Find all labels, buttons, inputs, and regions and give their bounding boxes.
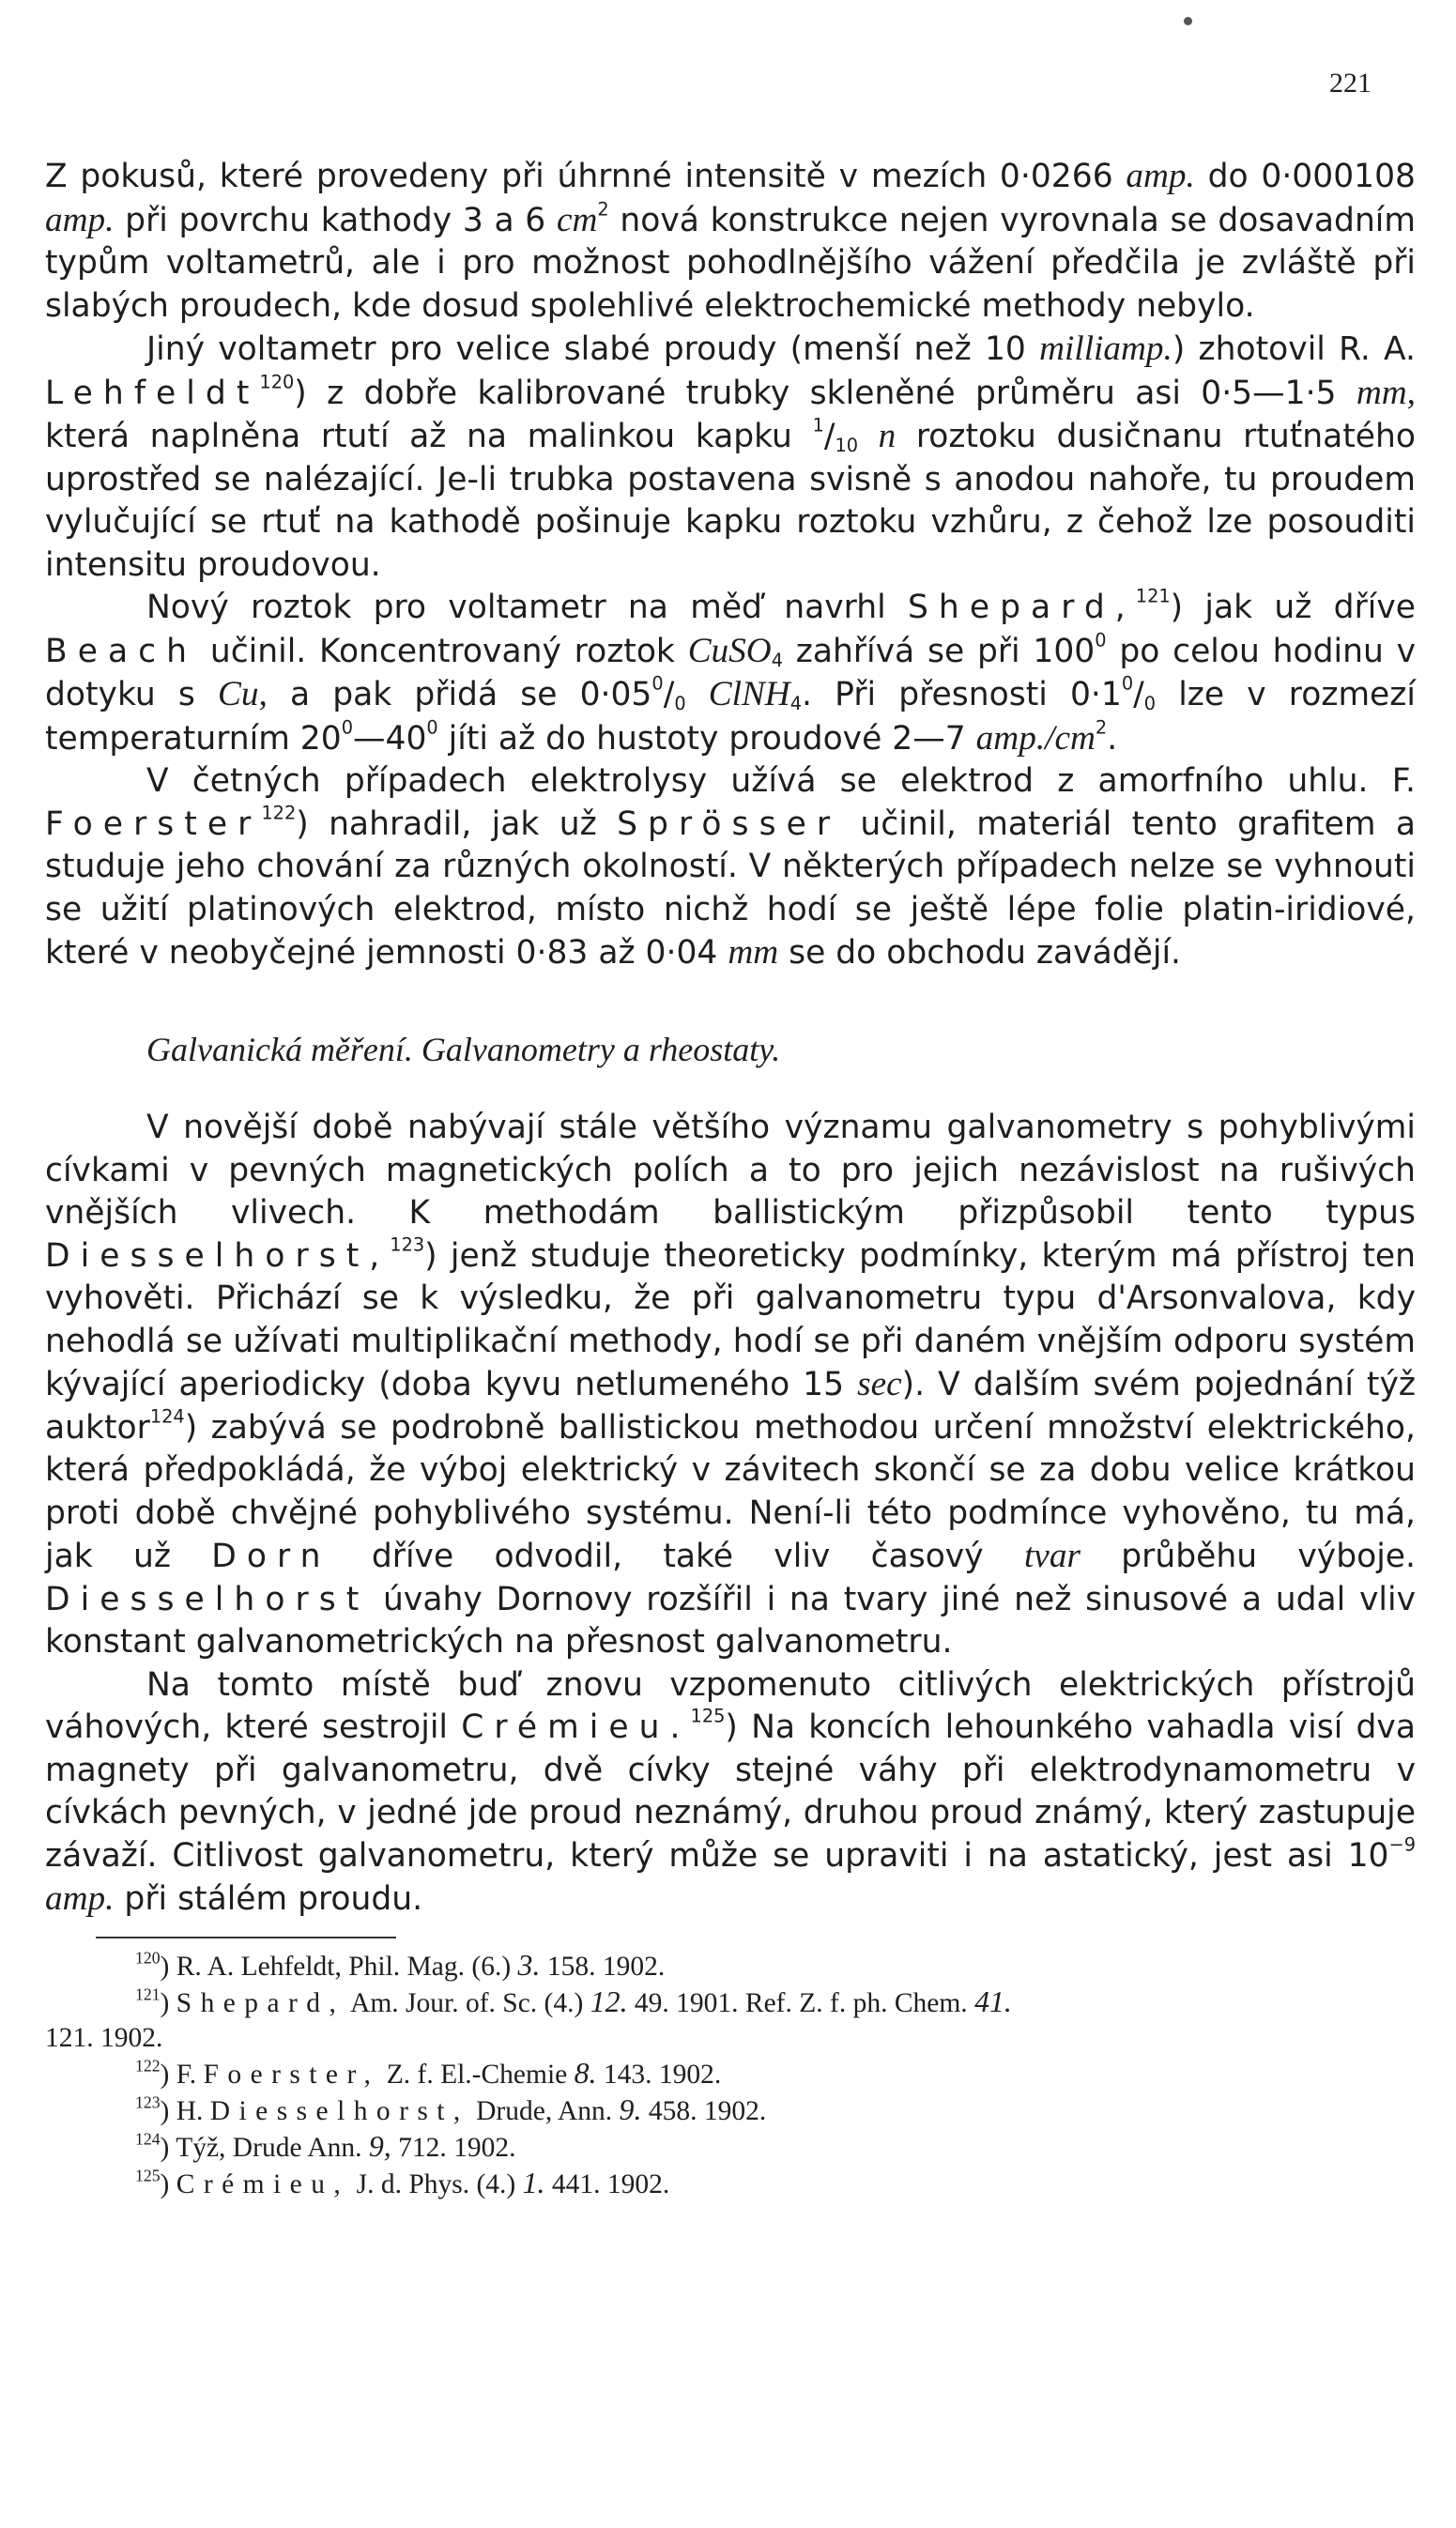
text-run: 441. 1902. bbox=[544, 2168, 670, 2199]
subscript: 10 bbox=[835, 434, 859, 456]
text-run: Na tomto místě buď znovu vzpomenuto citlivých elektrických přístrojů váhových, které sestrojil bbox=[45, 1665, 1416, 1746]
text-run: ) bbox=[160, 1987, 176, 2018]
italic-term: amp. bbox=[45, 1879, 115, 1918]
text-run: lze v rozmezí temperaturním 20 bbox=[45, 676, 1416, 758]
italic-term: Cu, bbox=[218, 675, 268, 713]
italic-term: CuSO bbox=[687, 631, 772, 670]
text-run bbox=[858, 418, 879, 455]
text-run: ) H. bbox=[160, 2095, 210, 2126]
spaced-name: Dorn bbox=[211, 1538, 331, 1575]
footnote-continuation: 121. 1902. bbox=[45, 2022, 163, 2053]
text-run: při stálém proudu. bbox=[114, 1880, 423, 1918]
text-run: průběhu výboje. bbox=[1080, 1538, 1416, 1575]
text-run: 49. 1901. Ref. Z. f. ph. Chem. bbox=[627, 1987, 975, 2018]
spaced-name: Beach bbox=[45, 632, 198, 670]
text-run: ) zabývá se podrobně ballistickou methodou určení množství elektrického, která předpokládá, že výboj elektrický v závitech skončí se za dobu velice krátkou proti době chvějné pohyblivého systému. Není-li této podmínce vyhověno, tu má, jak už bbox=[45, 1408, 1416, 1575]
spaced-name: Shepard, bbox=[176, 1987, 345, 2018]
paragraph bbox=[45, 760, 1416, 975]
italic-term: tvar bbox=[1023, 1537, 1081, 1575]
text-run: . Při přesnosti 0·1 bbox=[802, 676, 1122, 713]
text-run: a pak přidá se 0·05 bbox=[267, 676, 652, 713]
text-run: úvahy Dornovy rozšířil i na tvary jiné než sinusové a udal vliv konstant galvanometrických na přesnost galvanometru. bbox=[45, 1580, 1416, 1661]
superscript: 123 bbox=[390, 1233, 425, 1256]
spaced-name: Diesselhorst bbox=[45, 1580, 370, 1618]
text-run: ) Na koncích lehounkého vahadla visí dva magnety při galvanometru, dvě cívky stejné váhy při elektrodynamometru v cívkách pevných, v jedné jde proud neznámý, druhou proud známý, který zastupuje závaží. Citlivost galvanometru, který může se upraviti i na astatický, jest asi 10 bbox=[45, 1708, 1416, 1875]
spaced-name: Sprösser bbox=[617, 804, 841, 843]
text-run: ) nahradil, jak už bbox=[296, 804, 618, 843]
footnotes bbox=[45, 1948, 1416, 2202]
italic-term: mm, bbox=[1356, 373, 1416, 412]
text-run: Drude, Ann. bbox=[468, 2095, 620, 2126]
subscript: 4 bbox=[789, 692, 803, 714]
italic-term: 41. bbox=[974, 1984, 1012, 2018]
superscript: 0 bbox=[1095, 629, 1107, 651]
italic-term: 3. bbox=[517, 1948, 541, 1982]
text-run: 712. 1902. bbox=[391, 2132, 516, 2163]
text-run: V novější době nabývají stále většího významu galvanometry s pohyblivými cívkami v pevných magnetických polích a to pro jejich nezávislost na rušivých vnějších vlivech. K methodám ballistickým přizpůsobil tento typus bbox=[45, 1109, 1416, 1232]
text-run: ) bbox=[160, 2168, 176, 2199]
text-run: —40 bbox=[353, 719, 427, 758]
spaced-name: Shepard, bbox=[907, 589, 1136, 626]
spaced-name: Crémieu. bbox=[461, 1708, 691, 1746]
text-run: / bbox=[823, 418, 835, 455]
superscript: 120 bbox=[135, 1948, 161, 1968]
italic-term: amp./cm bbox=[975, 718, 1096, 758]
paragraph bbox=[45, 155, 1416, 328]
text-run: J. d. Phys. (4.) bbox=[349, 2168, 523, 2199]
superscript: 122 bbox=[135, 2056, 161, 2076]
spaced-name: Foerster, bbox=[203, 2059, 380, 2090]
subscript: 0 bbox=[674, 692, 686, 714]
subscript: 0 bbox=[1143, 692, 1157, 714]
footnote-rule bbox=[96, 1937, 396, 1938]
superscript: 124 bbox=[149, 1405, 185, 1428]
text-run: učinil. Koncentrovaný roztok bbox=[197, 632, 688, 670]
superscript: 121 bbox=[1135, 585, 1171, 607]
text-run: učinil, materiál tento grafitem a studuje jeho chování za různých okolností. V některých případech nelze se vyhnouti se užití platinových elektrod, místo nichž hodí se ještě lépe folie platin-iridiové, které v neobyčejné jemnosti 0·83 až 0·04 bbox=[45, 804, 1416, 972]
superscript: 0 bbox=[651, 672, 664, 695]
text-run: / bbox=[1133, 676, 1144, 713]
page-number: 221 bbox=[1329, 68, 1372, 99]
superscript: 125 bbox=[135, 2166, 161, 2185]
text-run: při povrchu kathody 3 a 6 bbox=[114, 201, 557, 239]
spaced-name: Foerster bbox=[45, 804, 262, 843]
spaced-name: Diesselhorst, bbox=[45, 1236, 391, 1275]
text-run: Am. Jour. of. Sc. (4.) bbox=[345, 1987, 590, 2018]
footnote bbox=[135, 1984, 1416, 2021]
italic-term: amp. bbox=[1126, 157, 1195, 195]
text-run: jíti až do hustoty proudové 2—7 bbox=[437, 719, 976, 758]
superscript: 123 bbox=[135, 2092, 161, 2112]
italic-term: 1. bbox=[522, 2166, 545, 2199]
footnote bbox=[135, 2092, 1416, 2129]
text-run: 143. 1902. bbox=[596, 2059, 722, 2090]
text-run: 158. 1902. bbox=[540, 1951, 666, 1982]
text-run: / bbox=[663, 676, 675, 713]
superscript: 125 bbox=[690, 1705, 726, 1727]
text-run: Z pokusů, které provedeny při úhrnné intensitě v mezích 0·0266 bbox=[45, 158, 1126, 195]
footnote bbox=[135, 2166, 1416, 2202]
text-run: ) F. bbox=[160, 2059, 204, 2090]
superscript: 1 bbox=[812, 414, 824, 437]
text-run: 458. 1902. bbox=[641, 2095, 767, 2126]
superscript: 122 bbox=[261, 802, 297, 824]
spaced-name: Diesselhorst, bbox=[209, 2095, 469, 2126]
italic-term: milliamp. bbox=[1039, 329, 1172, 368]
italic-term: n bbox=[878, 417, 897, 455]
text-run: dříve odvodil, také vliv časový bbox=[330, 1538, 1024, 1575]
text-run: V četných případech elektrolysy užívá se elektrod z amorfního uhlu. F. bbox=[146, 762, 1416, 800]
italic-term: 9, bbox=[368, 2129, 391, 2163]
footnote bbox=[135, 2056, 1416, 2092]
paragraph bbox=[45, 1664, 1416, 1922]
paragraph bbox=[45, 1107, 1416, 1664]
italic-term: 9. bbox=[619, 2092, 642, 2126]
paragraph bbox=[45, 328, 1416, 587]
superscript: 0 bbox=[426, 716, 438, 739]
italic-term: sec bbox=[857, 1365, 902, 1403]
italic-term: 8. bbox=[574, 2056, 597, 2090]
spaced-name: Crémieu, bbox=[176, 2168, 350, 2199]
subscript: 4 bbox=[771, 649, 783, 671]
italic-term: 12. bbox=[590, 1984, 628, 2018]
footnote bbox=[135, 1948, 1416, 1984]
text-run: ) z dobře kalibrované trubky skleněné průměru asi 0·5—1·5 bbox=[294, 374, 1356, 412]
text-run: do 0·000108 bbox=[1194, 158, 1416, 195]
italic-term: ClNH bbox=[708, 675, 790, 713]
text-run: nová konstrukce nejen vyrovnala se dosavadním typům voltametrů, ale i pro možnost pohodlnějšího vážení předčila je zvláště při slabých proudech, kde dosud spolehlivé elektrochemické methody nebylo. bbox=[45, 201, 1417, 325]
text-run: ) jak už dříve bbox=[1170, 589, 1416, 626]
text-run: Nový roztok pro voltametr na měď navrhl bbox=[146, 589, 908, 626]
superscript: 0 bbox=[341, 716, 354, 739]
text-run: která naplněna rtutí až na malinkou kapku bbox=[45, 418, 813, 455]
text-run: Jiný voltametr pro velice slabé proudy (menší než 10 bbox=[146, 330, 1040, 368]
text-run: ). V dalším svém pojednání týž auktor bbox=[45, 1366, 1416, 1447]
spaced-name: Lehfeldt bbox=[45, 374, 260, 412]
superscript: 120 bbox=[259, 371, 295, 393]
italic-term: amp. bbox=[45, 200, 115, 239]
text-run: . bbox=[1107, 719, 1118, 758]
superscript: 2 bbox=[1095, 716, 1108, 739]
text-run: Z. f. El.-Chemie bbox=[379, 2059, 575, 2090]
paragraph bbox=[45, 587, 1416, 760]
body-text bbox=[45, 155, 1416, 2202]
text-run: se do obchodu zavádějí. bbox=[778, 934, 1181, 972]
text-run: zahřívá se při 100 bbox=[782, 632, 1096, 670]
superscript: 0 bbox=[1121, 672, 1134, 695]
text-run: roztoku dusičnanu rtuťnatého uprostřed se nalézající. Je-li trubka postavena svisně s anodou nahoře, tu proudem vylučující se rtuť na kathodě pošinuje kapku roztoku vzhůru, z čehož lze posouditi intensitu proudovou. bbox=[45, 418, 1416, 584]
section-heading: Galvanická měření. Galvanometry a rheostaty. bbox=[146, 1030, 781, 1068]
italic-term: cm bbox=[556, 200, 598, 239]
superscript: 121 bbox=[135, 1984, 161, 2004]
print-speck bbox=[1184, 17, 1192, 25]
superscript: 124 bbox=[135, 2129, 161, 2149]
text-run: ) R. A. Lehfeldt, Phil. Mag. (6.) bbox=[160, 1951, 518, 1982]
italic-term: mm bbox=[728, 933, 779, 972]
text-run: ) jenž studuje theoreticky podmínky, kterým má přístroj ten vyhověti. Přichází se k výsledku, že při galvanometru typu d'Arsonvalova, kdy nehodlá se užívati multiplikační methody, hodí se při daném vnějším odporu systém kývající aperiodicky (doba kyvu netlumeného 15 bbox=[45, 1236, 1416, 1403]
text-run: ) Týž, Drude Ann. bbox=[160, 2132, 369, 2163]
superscript: 2 bbox=[597, 198, 609, 221]
footnote bbox=[135, 2129, 1416, 2166]
text-run: ) zhotovil R. A. bbox=[1172, 330, 1416, 368]
text-run: po celou hodinu v dotyku s bbox=[45, 632, 1417, 713]
text-run bbox=[686, 676, 709, 713]
superscript: −9 bbox=[1388, 1833, 1416, 1856]
